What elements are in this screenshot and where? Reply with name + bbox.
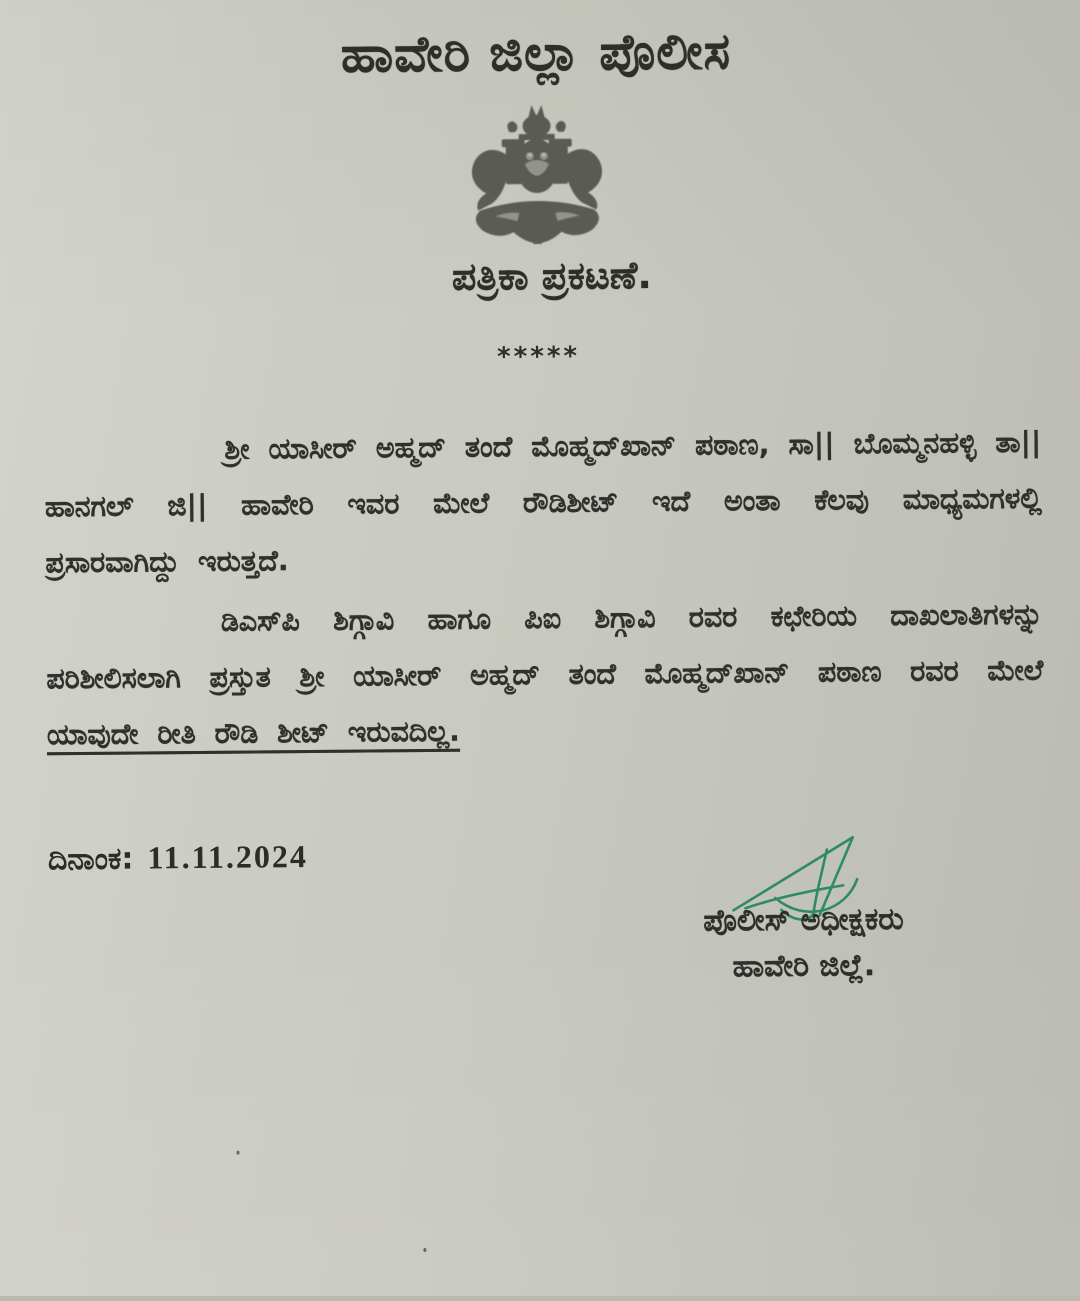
document-heading: ಪತ್ರಿಕಾ ಪ್ರಕಟಣೆ. bbox=[451, 253, 653, 299]
star-separator: ***** bbox=[496, 341, 581, 373]
paragraph-allegation: ಶ್ರೀ ಯಾಸೀರ್ ಅಹ್ಮದ್ ತಂದೆ ಮೊಹ್ಮದ್‌ಖಾನ್ ಪಠಾಣ, ಸಾ|| ಬೊಮ್ಮನಹಳ್ಳಿ ತಾ|| ಹಾನಗಲ್ ಜಿ|| ಹಾವೇರಿ ಇವರ ಮೇಲೆ ರೌಡಿಶೀಟ್ ಇದೆ ಅಂತಾ ಕೆಲವು ಮಾಧ್ಯಮಗಳಲ್ಲಿ ಪ್ರಸಾರವಾಗಿದ್ದು ಇರುತ್ತದೆ. bbox=[44, 425, 1042, 579]
karnataka-emblem-icon bbox=[460, 103, 613, 248]
date-value: 11.11.2024 bbox=[147, 838, 309, 876]
signature-block bbox=[648, 896, 959, 991]
paragraph-clarification-underlined: ಯಾವುದೇ ರೀತಿ ರೌಡಿ ಶೀಟ್ ಇರುವದಿಲ್ಲ. bbox=[46, 714, 461, 751]
signatory-place: ಹಾವೇರಿ ಜಿಲ್ಲೆ. bbox=[732, 948, 876, 985]
signatory-title: ಪೊಲೀಸ್ ಅಧೀಕ್ಷಕರು bbox=[703, 901, 904, 939]
dust-speck bbox=[423, 1248, 426, 1252]
date-label: ದಿನಾಂಕ: bbox=[47, 841, 134, 878]
paragraph-clarification-plain: ಡಿಎಸ್‌ಪಿ ಶಿಗ್ಗಾವಿ ಹಾಗೂ ಪಿಐ ಶಿಗ್ಗಾವಿ ರವರ ಕಛೇರಿಯ ದಾಖಲಾತಿಗಳನ್ನು ಪರಿಶೀಲಿಸಲಾಗಿ ಪ್ರಸ್ತುತ ಶ್ರೀ ಯಾಸೀರ್ ಅಹ್ಮದ್ ತಂದೆ ಮೊಹ್ಮದ್‌ಖಾನ್ ಪಠಾಣ ರವರ ಮೇಲೆ bbox=[46, 597, 1044, 695]
organization-title: ಹಾವೇರಿ ಜಿಲ್ಲಾ ಪೊಲೀಸ bbox=[340, 22, 732, 84]
paragraph-clarification bbox=[46, 586, 1044, 763]
dust-speck bbox=[237, 1151, 240, 1155]
date-line bbox=[48, 838, 308, 877]
